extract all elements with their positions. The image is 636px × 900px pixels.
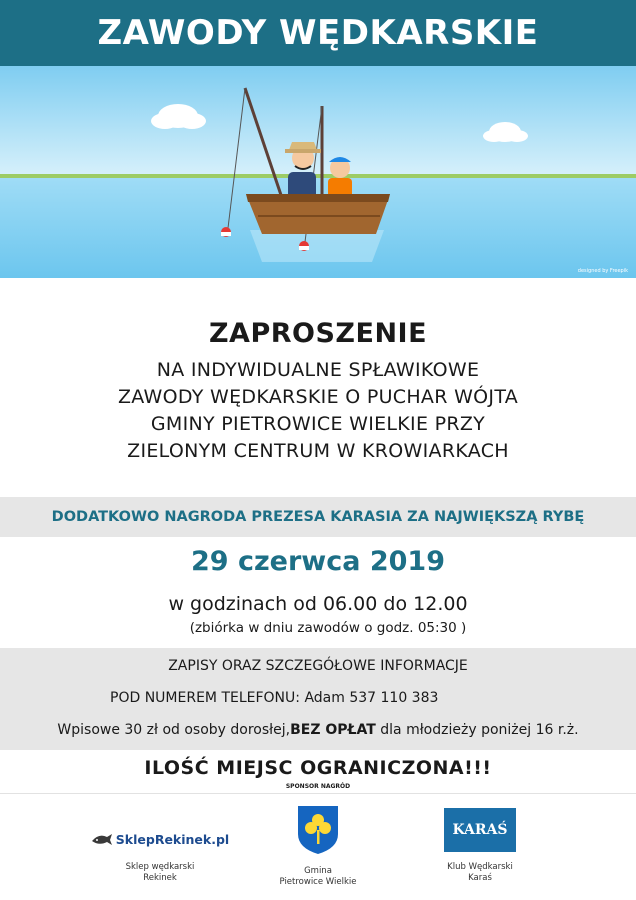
info-band bbox=[0, 648, 636, 750]
coat-of-arms-icon bbox=[296, 804, 340, 856]
divider bbox=[0, 793, 636, 794]
fee-free-text: BEZ OPŁAT bbox=[290, 722, 376, 738]
hours-mid: do bbox=[383, 593, 408, 615]
info-phone bbox=[0, 690, 636, 706]
sponsor-rekinek bbox=[90, 828, 230, 884]
hours-prefix: w godzinach od bbox=[168, 593, 317, 615]
limit-notice: ILOŚĆ MIEJSC OGRANICZONA!!! bbox=[144, 757, 492, 779]
gathering-time: (zbiórka w dniu zawodów o godz. 05:30 ) bbox=[189, 620, 467, 636]
boat bbox=[246, 194, 390, 234]
rekinek-caption-2: Rekinek bbox=[143, 873, 177, 883]
shark-icon bbox=[91, 831, 113, 847]
rekinek-logo bbox=[90, 828, 230, 850]
sponsor-gmina bbox=[258, 804, 378, 888]
invitation-line: GMINY PIETROWICE WIELKIE PRZY bbox=[150, 413, 486, 435]
fee-youth-text: dla młodzieży poniżej 16 r.ż. bbox=[375, 722, 579, 738]
extra-prize-text: DODATKOWO NAGRODA PREZESA KARASIA ZA NAJWIĘKSZĄ RYBĘ bbox=[51, 509, 585, 525]
invitation-line: NA INDYWIDUALNE SPŁAWIKOWE bbox=[156, 359, 480, 381]
karas-caption-1: Klub Wędkarski bbox=[447, 862, 513, 872]
float-right bbox=[299, 241, 309, 251]
event-title: ZAWODY WĘDKARSKIE bbox=[97, 13, 539, 53]
fee-text: Wpisowe 30 zł od osoby dorosłej, bbox=[57, 722, 291, 738]
rekinek-logo-text: SklepRekinek.pl bbox=[115, 831, 230, 847]
header-banner bbox=[0, 0, 636, 66]
invitation-section bbox=[0, 318, 636, 465]
karas-caption-2: Karaś bbox=[468, 873, 492, 883]
hours-to: 12.00 bbox=[413, 593, 468, 615]
phone-label: POD NUMEREM TELEFONU: bbox=[110, 690, 300, 706]
fishing-illustration bbox=[0, 66, 636, 278]
hours-from: 06.00 bbox=[322, 593, 378, 615]
sponsor-karas bbox=[420, 808, 540, 884]
karas-logo-text: KARAŚ bbox=[452, 822, 508, 838]
invitation-title: ZAPROSZENIE bbox=[208, 318, 428, 349]
invitation-line: ZIELONYM CENTRUM W KROWIARKACH bbox=[127, 440, 509, 462]
sponsor-title: SPONSOR NAGRÓD bbox=[285, 783, 351, 790]
gmina-caption-2: Pietrowice Wielkie bbox=[279, 877, 357, 887]
phone-contact: Adam 537 110 383 bbox=[304, 690, 439, 706]
event-date: 29 czerwca 2019 bbox=[190, 546, 446, 577]
fishing-scene-image bbox=[0, 66, 636, 278]
info-registration: ZAPISY ORAZ SZCZEGÓŁOWE INFORMACJE bbox=[168, 658, 468, 674]
karas-logo bbox=[444, 808, 516, 852]
invitation-line: ZAWODY WĘDKARSKIE O PUCHAR WÓJTA bbox=[117, 386, 519, 408]
rekinek-caption-1: Sklep wędkarski bbox=[125, 862, 195, 872]
info-fee bbox=[0, 722, 636, 738]
gmina-caption-1: Gmina bbox=[304, 866, 332, 876]
image-credit: designed by Freepik bbox=[577, 268, 628, 274]
event-hours bbox=[0, 593, 636, 615]
float-left bbox=[221, 227, 231, 237]
extra-prize-band bbox=[0, 497, 636, 537]
